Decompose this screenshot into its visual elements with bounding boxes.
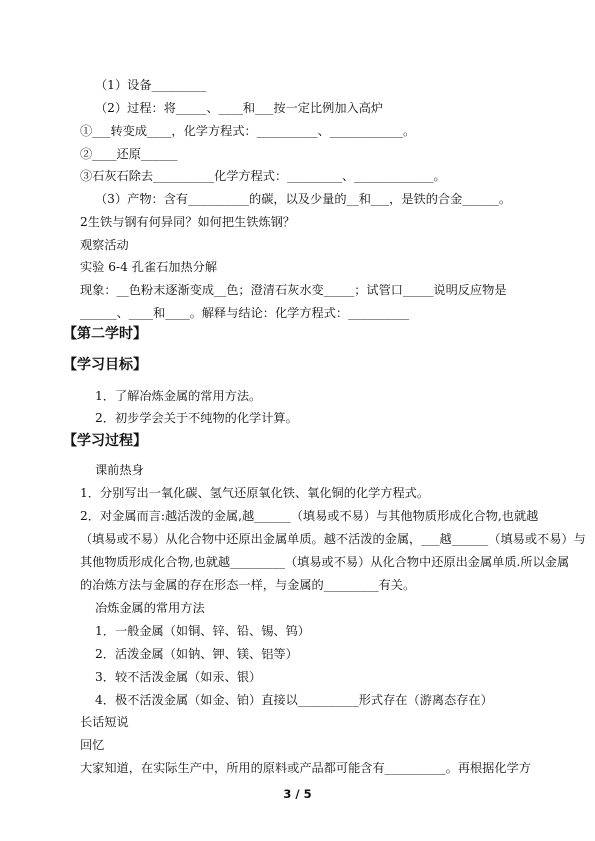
heading-second-lesson: 【第二学时】: [63, 326, 147, 342]
method-item: 2．活泼金属（如钠、钾、镁、铝等）: [95, 647, 298, 661]
product-line: （3）产物：含有__________的碳，以及少量的__和___，是铁的合金______。: [95, 192, 512, 206]
methods-title: 冶炼金属的常用方法: [95, 601, 205, 615]
observe-activity: 观察活动: [80, 238, 129, 252]
step2-line: ②____还原______: [80, 147, 178, 161]
phenomenon-line-2: ______、____和____。解释与结论：化学方程式：__________: [80, 306, 410, 320]
equipment-line: （1）设备_________: [95, 78, 207, 92]
process-item-2-line-3: 其他物质形成化合物,也就越_________（填易或不易）从化合物中还原出金属单质.所以金属: [80, 555, 570, 569]
last-paragraph-line: 大家知道，在实际生产中，所用的原料或产品都可能含有__________。再根据化学方: [80, 761, 531, 775]
experiment-title: 实验 6-4 孔雀石加热分解: [80, 260, 218, 274]
method-item: 4．极不活泼金属（如金、铂）直接以__________形式存在（游离态存在）: [95, 693, 493, 707]
heading-process: 【学习过程】: [63, 433, 147, 449]
method-item: 3．较不活泼金属（如汞、银）: [95, 670, 262, 684]
talk-label: 长话短说: [80, 715, 129, 729]
phenomenon-line-1: 现象：__色粉末逐渐变成__色；澄清石灰水变_____；试管口_____说明反应物是: [80, 283, 507, 297]
page-number: 3 / 5: [283, 787, 312, 801]
step1-line: ①___转变成____，化学方程式：__________、____________。: [80, 124, 416, 138]
step3-line: ③石灰石除去__________化学方程式：_________、_____________。: [80, 169, 446, 183]
objective-item: 1．了解冶炼金属的常用方法。: [95, 389, 262, 403]
process-item-2-line-4: 的冶炼方法与金属的存在形态一样，与金属的_________有关。: [80, 578, 416, 592]
recall-label: 回忆: [80, 738, 105, 752]
heading-objectives: 【学习目标】: [63, 357, 147, 373]
objective-item: 2．初步学会关于不纯物的化学计算。: [95, 411, 298, 425]
process-line: （2）过程：将_____、____和___按一定比例加入高炉: [95, 101, 384, 115]
question2-line: 2生铁与钢有何异同？如何把生铁炼钢？: [80, 215, 295, 229]
warmup-label: 课前热身: [95, 463, 144, 477]
process-item-1: 1．分别写出一氧化碳、氢气还原氧化铁、氧化铜的化学方程式。: [80, 486, 430, 500]
process-item-2-line-1: 2．对金属而言:越活泼的金属,越______（填易或不易）与其他物质形成化合物,也就越: [80, 509, 539, 523]
method-item: 1．一般金属（如铜、锌、铅、锡、钨）: [95, 624, 310, 638]
process-item-2-line-2: （填易或不易）从化合物中还原出金属单质。越不活泼的金属，___越______（填易或不易）与: [80, 532, 586, 546]
